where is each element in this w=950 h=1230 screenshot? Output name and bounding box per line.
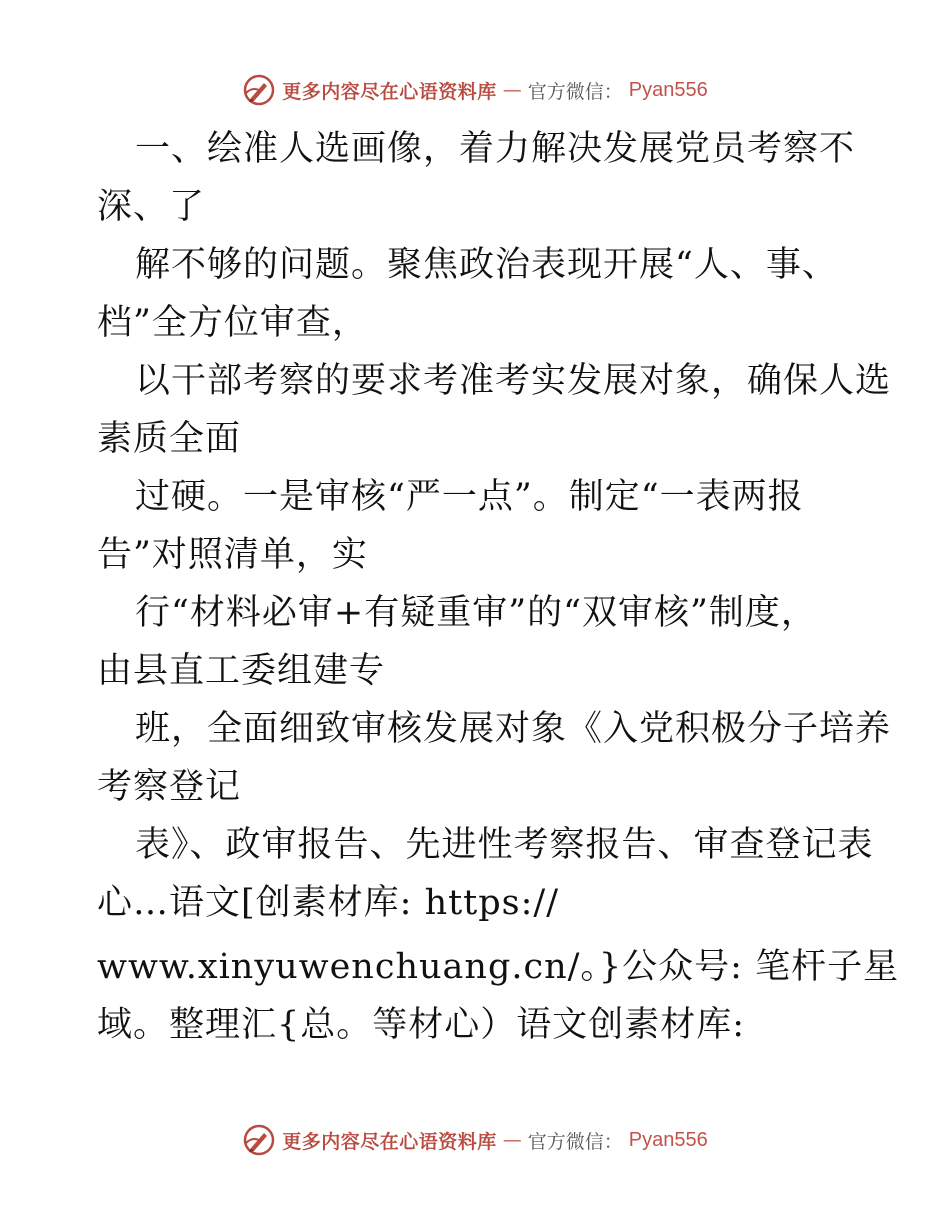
banner-dash: — <box>502 79 522 101</box>
body-line: 档”全方位审查， <box>97 303 368 343</box>
body-line: 行“材料必审+有疑重审”的“双审核”制度， <box>135 593 817 633</box>
body-line: 域。整理汇{总。等材心）语文创素材库: <box>97 1005 746 1045</box>
banner-dash: — <box>502 1129 522 1151</box>
banner-wechat-id: Pyan556 <box>628 1128 708 1151</box>
body-line: 表》、政审报告、先进性考察报告、审查登记表 <box>135 825 874 865</box>
body-line: 以干部考察的要求考准考实发展对象，确保人选 <box>135 361 892 401</box>
body-line: 深、了 <box>97 187 206 227</box>
pen-logo-icon <box>242 1123 276 1157</box>
body-line: 告”对照清单，实 <box>97 535 368 575</box>
body-line: 由县直工委组建专 <box>97 651 386 691</box>
body-line: 一、绘准人选画像，着力解决发展党员考察不 <box>135 129 856 169</box>
footer-banner <box>0 1120 950 1160</box>
pen-logo-icon <box>242 73 276 107</box>
body-line: www.xinyuwenchuang.cn/。}公众号: 笔杆子星 <box>97 947 900 987</box>
body-line: 心…语文[创素材库: https:// <box>97 883 559 923</box>
banner-site-text: 更多内容尽在心语资料库 <box>282 1130 497 1153</box>
banner-wechat-label: 官方微信： <box>527 80 623 103</box>
header-banner <box>0 70 950 110</box>
body-line: 过硬。一是审核“严一点”。制定“一表两报 <box>135 477 804 517</box>
banner-site-text: 更多内容尽在心语资料库 <box>282 80 497 103</box>
banner-wechat-label: 官方微信： <box>527 1130 623 1153</box>
body-line: 班，全面细致审核发展对象《入党积极分子培养 <box>135 709 892 749</box>
banner-wechat-id: Pyan556 <box>628 78 708 101</box>
body-line: 解不够的问题。聚焦政治表现开展“人、事、 <box>135 245 838 285</box>
body-line: 素质全面 <box>97 419 242 459</box>
body-line: 考察登记 <box>97 767 242 807</box>
